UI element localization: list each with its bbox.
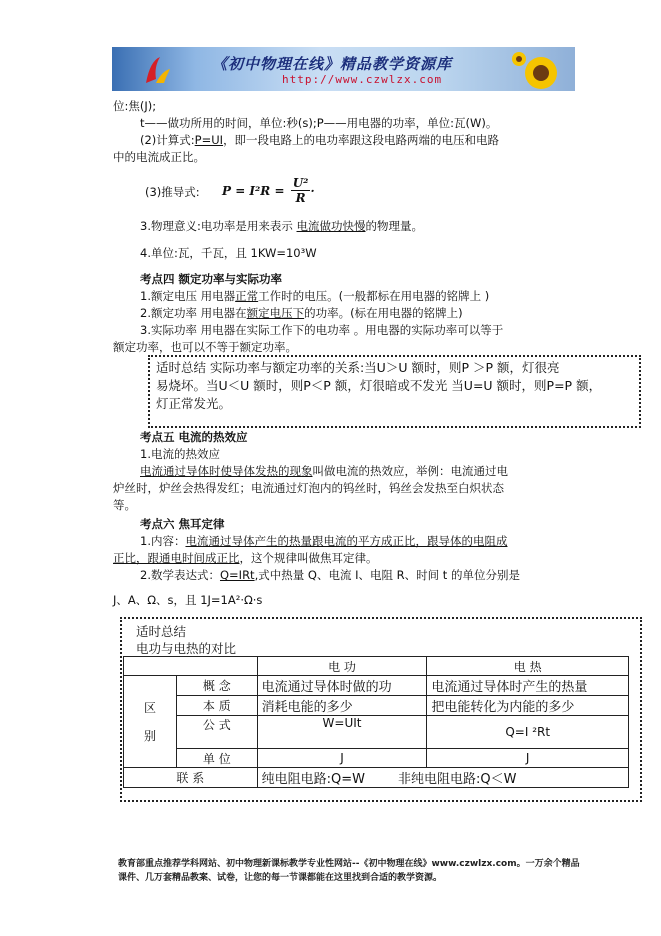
text-span: 1.额定电压 用电器 bbox=[140, 289, 236, 303]
header-banner bbox=[112, 47, 575, 91]
table-cell: 把电能转化为内能的多少 bbox=[427, 696, 629, 716]
text-span: ，这个规律叫做焦耳定律。 bbox=[239, 551, 378, 565]
text-line: t——做功所用的时间，单位:秒(s);P——用电器的功率，单位:瓦(W)。 bbox=[140, 116, 498, 130]
text-line: J、A、Ω、s，且 1J=1A²·Ω·s bbox=[113, 593, 263, 607]
formula-fraction bbox=[291, 176, 311, 205]
table-cell: 纯电阻电路:Q=W 非纯电阻电路:Q＜W bbox=[257, 768, 628, 788]
table-cell: 消耗电能的多少 bbox=[257, 696, 427, 716]
table-cell: 区 别 bbox=[124, 676, 177, 768]
table-row bbox=[124, 696, 629, 716]
table-cell: W=UIt bbox=[257, 716, 427, 749]
table-row-label: 公 式 bbox=[177, 716, 258, 749]
table-cell: J bbox=[257, 749, 427, 768]
text-span: 额定电压下 bbox=[246, 306, 305, 320]
table-row-label: 概 念 bbox=[177, 676, 258, 696]
text-line bbox=[140, 567, 520, 583]
text-span: 叫做电流的热效应，举例：电流通过电 bbox=[312, 464, 508, 478]
text-line bbox=[140, 463, 508, 479]
text-span: 电流做功快慢 bbox=[296, 219, 366, 233]
table-row bbox=[124, 768, 629, 788]
text-line bbox=[113, 550, 378, 566]
table-header: 电 热 bbox=[427, 657, 629, 676]
table-row bbox=[124, 676, 629, 696]
banner-title: 《初中物理在线》精品教学资源库 bbox=[212, 55, 453, 73]
text-span: 1.内容： bbox=[140, 534, 186, 548]
table-row-label: 单 位 bbox=[177, 749, 258, 768]
text-line: 4.单位:瓦，千瓦，且 1KW=10³W bbox=[140, 246, 317, 260]
summary-title: 适时总结 bbox=[136, 624, 187, 639]
text-span: 的功率。(标在用电器的铭牌上) bbox=[304, 306, 463, 320]
text-span: 电流通过导体产生的热量跟电流的平方成正比，跟导体的电阻成 bbox=[185, 534, 508, 548]
text-line: 位:焦(J); bbox=[113, 99, 157, 113]
text-span: 2.额定功率 用电器在 bbox=[140, 306, 247, 320]
logo-icon bbox=[140, 53, 174, 87]
text-span: ,式中热量 Q、电流 I、电阻 R、时间 t 的单位分别是 bbox=[254, 568, 520, 582]
summary-line: 易烧坏。当U＜U 额时，则P＜P 额，灯很暗或不发光 当U=U 额时，则P=P 额， bbox=[156, 378, 602, 393]
comparison-table bbox=[123, 656, 629, 788]
text-line: 3.实际功率 用电器在实际工作下的电功率 。用电器的实际功率可以等于 bbox=[140, 323, 504, 337]
table-header: 电 功 bbox=[257, 657, 427, 676]
text-span: 正常 bbox=[235, 289, 259, 303]
text-span: 2.数学表达式： bbox=[140, 568, 220, 582]
text-span: (2)计算式: bbox=[140, 133, 195, 147]
text-line bbox=[140, 305, 463, 321]
text-span: ，即一段电路上的电功率跟这段电路两端的电压和电路 bbox=[223, 133, 500, 147]
formula-denominator: R bbox=[295, 191, 306, 205]
text-line bbox=[140, 533, 507, 549]
table-row-label: 本 质 bbox=[177, 696, 258, 716]
table-cell: J bbox=[427, 749, 629, 768]
summary-line: 适时总结 实际功率与额定功率的关系:当U＞U 额时，则P ＞P 额，灯很亮 bbox=[156, 360, 560, 375]
table-row bbox=[124, 749, 629, 768]
text-line: 额定功率，也可以不等于额定功率。 bbox=[113, 340, 297, 354]
text-line: 炉丝时，炉丝会热得发红；电流通过灯泡内的钨丝时，钨丝会发热至白炽状态 bbox=[113, 481, 504, 495]
summary-line: 灯正常发光。 bbox=[156, 396, 232, 411]
text-line bbox=[140, 132, 499, 148]
text-line bbox=[140, 218, 423, 234]
summary-subtitle: 电功与电热的对比 bbox=[136, 641, 237, 656]
table-row-label: 联 系 bbox=[124, 768, 258, 788]
text-span: 3.物理意义:电功率是用来表示 bbox=[140, 219, 293, 233]
text-span: 电流通过导体时使导体发热的现象 bbox=[140, 464, 313, 478]
derived-formula: P = I²R = $\frac{\text{U²}}{R}$ · bbox=[222, 176, 315, 205]
text-span: 正比，跟通电时间成正比 bbox=[113, 551, 240, 565]
sunflower-icon bbox=[511, 49, 571, 91]
text-span: 的物理量。 bbox=[365, 219, 424, 233]
section-title: 考点六 焦耳定律 bbox=[140, 517, 225, 531]
text-line bbox=[140, 288, 489, 304]
table-cell: 电流通过导体时做的功 bbox=[257, 676, 427, 696]
table-cell: 电流通过导体时产生的热量 bbox=[427, 676, 629, 696]
text-line: (3)推导式: bbox=[145, 185, 200, 199]
section-title: 考点四 额定功率与实际功率 bbox=[140, 272, 283, 286]
text-line: 中的电流成正比。 bbox=[113, 150, 205, 164]
text-span: 工作时的电压。(一般都标在用电器的铭牌上 ) bbox=[258, 289, 490, 303]
text-line: 1.电流的热效应 bbox=[140, 447, 220, 461]
banner-url: http://www.czwlzx.com bbox=[282, 73, 443, 86]
table-row bbox=[124, 716, 629, 749]
formula-lhs: P = I²R = bbox=[222, 184, 285, 198]
formula-pui: P=UI bbox=[194, 133, 224, 147]
formula-numerator: U² bbox=[292, 176, 309, 190]
text-span: Q=IRt bbox=[219, 568, 255, 582]
table-cell: Q=I ²Rt bbox=[427, 716, 629, 749]
table-row bbox=[124, 657, 629, 676]
table-cell bbox=[124, 657, 258, 676]
text-line: 等。 bbox=[113, 498, 136, 512]
section-title: 考点五 电流的热效应 bbox=[140, 430, 248, 444]
page-footer: 教育部重点推荐学科网站、初中物理新课标教学专业性网站--《初中物理在线》www.czwlzx.com。一万余个精品课件、几万套精品教案、试卷，让您的每一节课都能在这里找到合适的教学资源。 bbox=[118, 859, 580, 883]
